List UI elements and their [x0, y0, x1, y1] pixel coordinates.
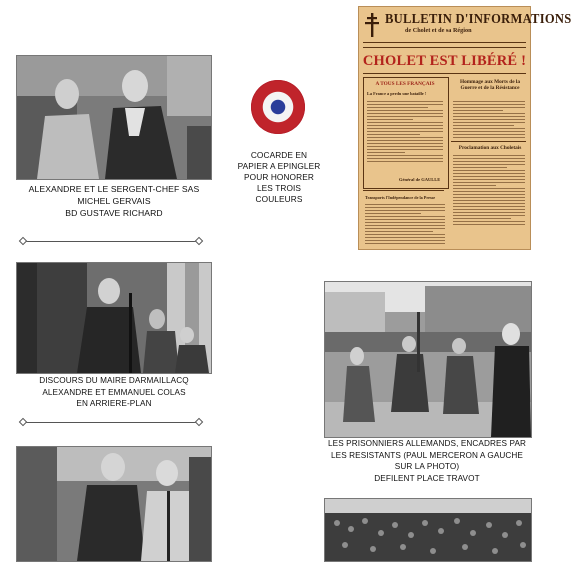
caption-line: LES PRISONNIERS ALLEMANDS, ENCADRES PAR: [327, 439, 527, 448]
photo-prisonniers-allemands: [324, 281, 532, 438]
caption-photo3: [322, 438, 532, 484]
divider: [20, 238, 202, 246]
caption-cocarde: [234, 150, 324, 205]
newspaper-box-title: A TOUS LES FRANÇAIS: [375, 81, 435, 87]
caption-line: BD GUSTAVE RICHARD: [65, 208, 163, 218]
caption-line: MICHEL GERVAIS: [77, 196, 151, 206]
newspaper-bulletin: [358, 6, 572, 250]
caption-line: ALEXANDRE ET LE SERGENT-CHEF SAS: [28, 184, 200, 194]
caption-line: SUR LA PHOTO): [394, 462, 460, 471]
caption-photo2: [14, 375, 214, 410]
newspaper-lower-right-title: Proclamation aux Choletais: [458, 145, 522, 151]
caption-line: ALEXANDRE ET EMMANUEL COLAS: [42, 387, 186, 397]
caption-line: PAPIER A EPINGLER: [237, 161, 321, 171]
newspaper-box-subtitle: La France a perdu une bataille !: [367, 91, 427, 96]
photo-resistants-rue: [16, 446, 212, 562]
caption-line: COCARDE EN: [250, 150, 308, 160]
photo-discours-maire: [16, 262, 212, 374]
cocarde-image: [251, 80, 305, 134]
newspaper-headline: CHOLET EST LIBÉRÉ !: [362, 53, 527, 69]
lorraine-cross-icon: [364, 12, 380, 38]
caption-line: EN ARRIERE-PLAN: [76, 399, 152, 408]
newspaper-subtitle: de Cholet et de sa Région: [405, 27, 472, 34]
photo-alexandre-sergent: [16, 55, 212, 180]
newspaper-lower-left-title: Transports l'Indépendance de la Presse: [365, 195, 436, 200]
caption-line: LES TROIS: [256, 183, 302, 193]
caption-line: DISCOURS DU MAIRE DARMAILLACQ: [39, 376, 189, 385]
caption-photo1: [14, 183, 214, 219]
newspaper-right-title: Hommage aux Morts de la Guerre et de la Résistance: [459, 79, 521, 91]
caption-line: POUR HONORER: [244, 172, 314, 182]
caption-line: COULEURS: [255, 194, 303, 204]
divider: [20, 419, 202, 427]
photo-foule: [324, 498, 532, 562]
newspaper-signature: Général de GAULLE: [399, 177, 441, 182]
caption-line: DEFILENT PLACE TRAVOT: [374, 473, 480, 483]
newspaper-masthead: BULLETIN D'INFORMATIONS: [385, 11, 572, 26]
caption-line: LES RESISTANTS (PAUL MERCERON A GAUCHE: [331, 450, 523, 460]
